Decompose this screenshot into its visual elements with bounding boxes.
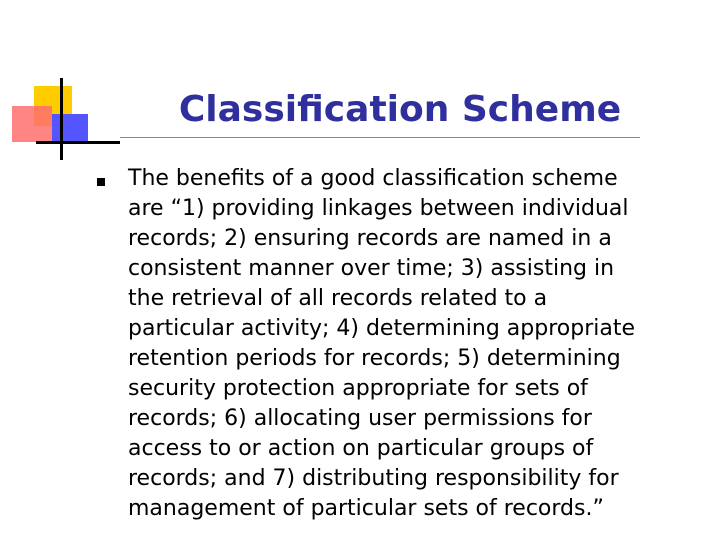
slide-title: Classification Scheme xyxy=(178,89,622,130)
body-text xyxy=(128,164,688,524)
slide-logo-icon xyxy=(0,0,120,170)
body-line: records; 6) allocating user permissions for xyxy=(128,406,592,431)
body-line: are “1) providing linkages between individual xyxy=(128,196,629,221)
body-line: the retrieval of all records related to a xyxy=(128,286,548,311)
body-line: The benefits of a good classification scheme xyxy=(128,166,618,191)
logo-blue-square xyxy=(52,114,88,144)
body-line: records; and 7) distributing responsibility for xyxy=(128,466,619,491)
body-line: consistent manner over time; 3) assisting in xyxy=(128,256,615,281)
body-line: records; 2) ensuring records are named in a xyxy=(128,226,612,251)
logo-horizontal-line xyxy=(36,141,120,144)
body-line: particular activity; 4) determining appropriate xyxy=(128,316,635,341)
body-line: retention periods for records; 5) determining xyxy=(128,346,621,371)
logo-vertical-line xyxy=(60,78,63,160)
body-line: access to or action on particular groups of xyxy=(128,436,594,461)
body-line: management of particular sets of records.” xyxy=(128,496,604,521)
logo-red-square xyxy=(12,106,52,142)
body-line: security protection appropriate for sets of xyxy=(128,376,588,401)
bullet-square-icon xyxy=(97,178,105,186)
title-underline xyxy=(120,137,640,138)
